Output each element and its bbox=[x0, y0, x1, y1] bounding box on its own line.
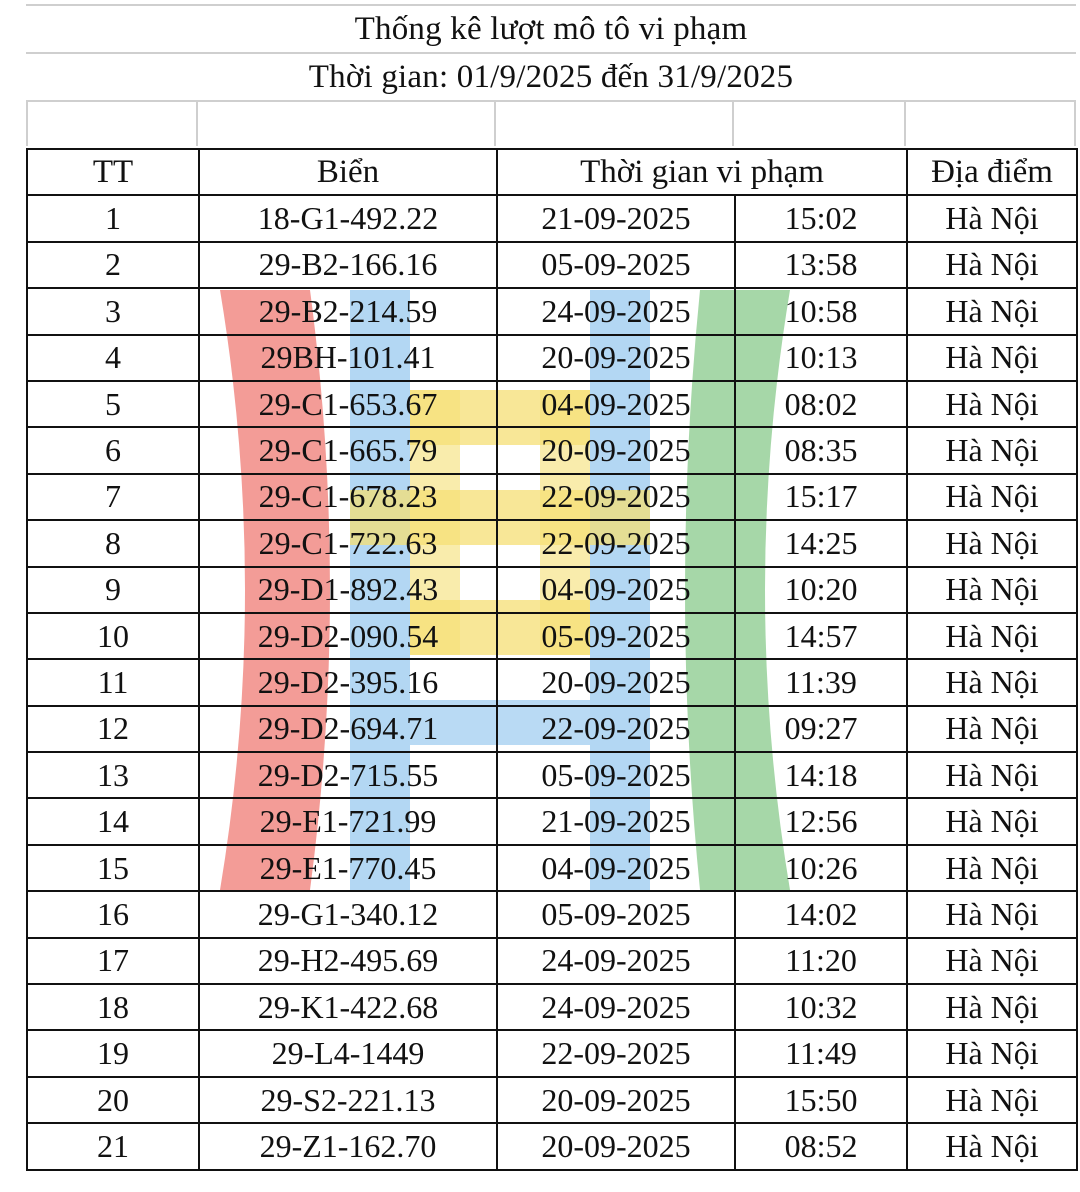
cell-plate: 29-B2-214.59 bbox=[199, 288, 497, 334]
report-period: Thời gian: 01/9/2025 đến 31/9/2025 bbox=[26, 54, 1076, 102]
cell-place: Hà Nội bbox=[907, 195, 1077, 241]
cell-tt: 12 bbox=[27, 706, 199, 752]
cell-plate: 29-E1-721.99 bbox=[199, 798, 497, 844]
cell-place: Hà Nội bbox=[907, 242, 1077, 288]
table-row bbox=[27, 1030, 1077, 1076]
cell-tt: 3 bbox=[27, 288, 199, 334]
cell-place: Hà Nội bbox=[907, 752, 1077, 798]
report-title: Thống kê lượt mô tô vi phạm bbox=[26, 4, 1076, 54]
cell-date: 21-09-2025 bbox=[497, 798, 735, 844]
col-plate-header: Biển bbox=[199, 149, 497, 195]
table-row bbox=[27, 891, 1077, 937]
table-row bbox=[27, 242, 1077, 288]
cell-place: Hà Nội bbox=[907, 845, 1077, 891]
table-row bbox=[27, 195, 1077, 241]
cell-place: Hà Nội bbox=[907, 984, 1077, 1030]
cell-tt: 16 bbox=[27, 891, 199, 937]
cell-tt: 5 bbox=[27, 381, 199, 427]
cell-tt: 6 bbox=[27, 427, 199, 473]
cell-place: Hà Nội bbox=[907, 891, 1077, 937]
cell-tt: 13 bbox=[27, 752, 199, 798]
cell-tt: 17 bbox=[27, 938, 199, 984]
cell-date: 21-09-2025 bbox=[497, 195, 735, 241]
cell-place: Hà Nội bbox=[907, 938, 1077, 984]
cell-tt: 20 bbox=[27, 1077, 199, 1123]
cell-date: 24-09-2025 bbox=[497, 938, 735, 984]
report-sheet bbox=[26, 4, 1076, 1171]
cell-time: 10:32 bbox=[735, 984, 907, 1030]
cell-place: Hà Nội bbox=[907, 567, 1077, 613]
cell-tt: 15 bbox=[27, 845, 199, 891]
cell-time: 15:02 bbox=[735, 195, 907, 241]
cell-time: 08:35 bbox=[735, 427, 907, 473]
cell-tt: 19 bbox=[27, 1030, 199, 1076]
cell-time: 14:57 bbox=[735, 613, 907, 659]
cell-date: 04-09-2025 bbox=[497, 381, 735, 427]
cell-plate: 29-H2-495.69 bbox=[199, 938, 497, 984]
cell-time: 11:49 bbox=[735, 1030, 907, 1076]
cell-date: 20-09-2025 bbox=[497, 1123, 735, 1169]
cell-plate: 29-C1-665.79 bbox=[199, 427, 497, 473]
cell-date: 22-09-2025 bbox=[497, 706, 735, 752]
cell-date: 22-09-2025 bbox=[497, 1030, 735, 1076]
col-tt-header: TT bbox=[27, 149, 199, 195]
table-row bbox=[27, 798, 1077, 844]
cell-time: 14:25 bbox=[735, 520, 907, 566]
cell-time: 10:58 bbox=[735, 288, 907, 334]
cell-date: 22-09-2025 bbox=[497, 474, 735, 520]
cell-place: Hà Nội bbox=[907, 1123, 1077, 1169]
table-row bbox=[27, 845, 1077, 891]
cell-time: 08:52 bbox=[735, 1123, 907, 1169]
cell-tt: 18 bbox=[27, 984, 199, 1030]
blank-cell bbox=[26, 102, 198, 146]
cell-plate: 18-G1-492.22 bbox=[199, 195, 497, 241]
table-row bbox=[27, 381, 1077, 427]
cell-time: 10:26 bbox=[735, 845, 907, 891]
table-row bbox=[27, 427, 1077, 473]
table-row bbox=[27, 752, 1077, 798]
cell-tt: 9 bbox=[27, 567, 199, 613]
cell-tt: 14 bbox=[27, 798, 199, 844]
blank-spacer-row bbox=[26, 102, 1076, 148]
cell-date: 24-09-2025 bbox=[497, 984, 735, 1030]
table-row bbox=[27, 938, 1077, 984]
cell-time: 15:17 bbox=[735, 474, 907, 520]
cell-place: Hà Nội bbox=[907, 706, 1077, 752]
cell-tt: 21 bbox=[27, 1123, 199, 1169]
cell-plate: 29-C1-653.67 bbox=[199, 381, 497, 427]
cell-plate: 29-G1-340.12 bbox=[199, 891, 497, 937]
cell-plate: 29-C1-678.23 bbox=[199, 474, 497, 520]
cell-place: Hà Nội bbox=[907, 520, 1077, 566]
col-place-header: Địa điểm bbox=[907, 149, 1077, 195]
cell-tt: 2 bbox=[27, 242, 199, 288]
cell-plate: 29-D2-090.54 bbox=[199, 613, 497, 659]
cell-date: 20-09-2025 bbox=[497, 1077, 735, 1123]
cell-date: 04-09-2025 bbox=[497, 845, 735, 891]
cell-time: 10:20 bbox=[735, 567, 907, 613]
cell-plate: 29-D1-892.43 bbox=[199, 567, 497, 613]
cell-time: 08:02 bbox=[735, 381, 907, 427]
cell-time: 13:58 bbox=[735, 242, 907, 288]
cell-time: 10:13 bbox=[735, 335, 907, 381]
cell-plate: 29-L4-1449 bbox=[199, 1030, 497, 1076]
blank-cell bbox=[496, 102, 734, 146]
cell-date: 20-09-2025 bbox=[497, 335, 735, 381]
cell-plate: 29-C1-722.63 bbox=[199, 520, 497, 566]
cell-place: Hà Nội bbox=[907, 335, 1077, 381]
cell-place: Hà Nội bbox=[907, 613, 1077, 659]
cell-tt: 11 bbox=[27, 659, 199, 705]
blank-cell bbox=[198, 102, 496, 146]
cell-tt: 1 bbox=[27, 195, 199, 241]
table-row bbox=[27, 613, 1077, 659]
violations-table bbox=[26, 148, 1078, 1171]
cell-date: 04-09-2025 bbox=[497, 567, 735, 613]
cell-time: 15:50 bbox=[735, 1077, 907, 1123]
cell-time: 12:56 bbox=[735, 798, 907, 844]
cell-time: 09:27 bbox=[735, 706, 907, 752]
cell-date: 05-09-2025 bbox=[497, 242, 735, 288]
cell-place: Hà Nội bbox=[907, 1077, 1077, 1123]
table-row bbox=[27, 520, 1077, 566]
cell-place: Hà Nội bbox=[907, 1030, 1077, 1076]
cell-plate: 29-K1-422.68 bbox=[199, 984, 497, 1030]
cell-date: 22-09-2025 bbox=[497, 520, 735, 566]
blank-cell bbox=[734, 102, 906, 146]
cell-tt: 4 bbox=[27, 335, 199, 381]
cell-tt: 10 bbox=[27, 613, 199, 659]
cell-date: 20-09-2025 bbox=[497, 659, 735, 705]
table-row bbox=[27, 984, 1077, 1030]
cell-date: 20-09-2025 bbox=[497, 427, 735, 473]
table-row bbox=[27, 567, 1077, 613]
cell-plate: 29-D2-694.71 bbox=[199, 706, 497, 752]
cell-place: Hà Nội bbox=[907, 474, 1077, 520]
cell-place: Hà Nội bbox=[907, 381, 1077, 427]
table-row bbox=[27, 706, 1077, 752]
cell-date: 24-09-2025 bbox=[497, 288, 735, 334]
blank-cell bbox=[906, 102, 1076, 146]
table-row bbox=[27, 1123, 1077, 1169]
table-row bbox=[27, 1077, 1077, 1123]
cell-time: 11:39 bbox=[735, 659, 907, 705]
table-header-row bbox=[27, 149, 1077, 195]
cell-date: 05-09-2025 bbox=[497, 613, 735, 659]
table-body bbox=[27, 195, 1077, 1169]
cell-time: 14:02 bbox=[735, 891, 907, 937]
table-row bbox=[27, 659, 1077, 705]
cell-time: 11:20 bbox=[735, 938, 907, 984]
cell-date: 05-09-2025 bbox=[497, 891, 735, 937]
cell-place: Hà Nội bbox=[907, 288, 1077, 334]
cell-plate: 29-B2-166.16 bbox=[199, 242, 497, 288]
cell-plate: 29BH-101.41 bbox=[199, 335, 497, 381]
cell-plate: 29-S2-221.13 bbox=[199, 1077, 497, 1123]
cell-plate: 29-E1-770.45 bbox=[199, 845, 497, 891]
cell-date: 05-09-2025 bbox=[497, 752, 735, 798]
cell-plate: 29-Z1-162.70 bbox=[199, 1123, 497, 1169]
cell-tt: 8 bbox=[27, 520, 199, 566]
table-row bbox=[27, 474, 1077, 520]
cell-tt: 7 bbox=[27, 474, 199, 520]
table-row bbox=[27, 335, 1077, 381]
col-time-header: Thời gian vi phạm bbox=[497, 149, 907, 195]
cell-place: Hà Nội bbox=[907, 798, 1077, 844]
cell-time: 14:18 bbox=[735, 752, 907, 798]
cell-place: Hà Nội bbox=[907, 427, 1077, 473]
cell-plate: 29-D2-395.16 bbox=[199, 659, 497, 705]
table-row bbox=[27, 288, 1077, 334]
cell-place: Hà Nội bbox=[907, 659, 1077, 705]
cell-plate: 29-D2-715.55 bbox=[199, 752, 497, 798]
